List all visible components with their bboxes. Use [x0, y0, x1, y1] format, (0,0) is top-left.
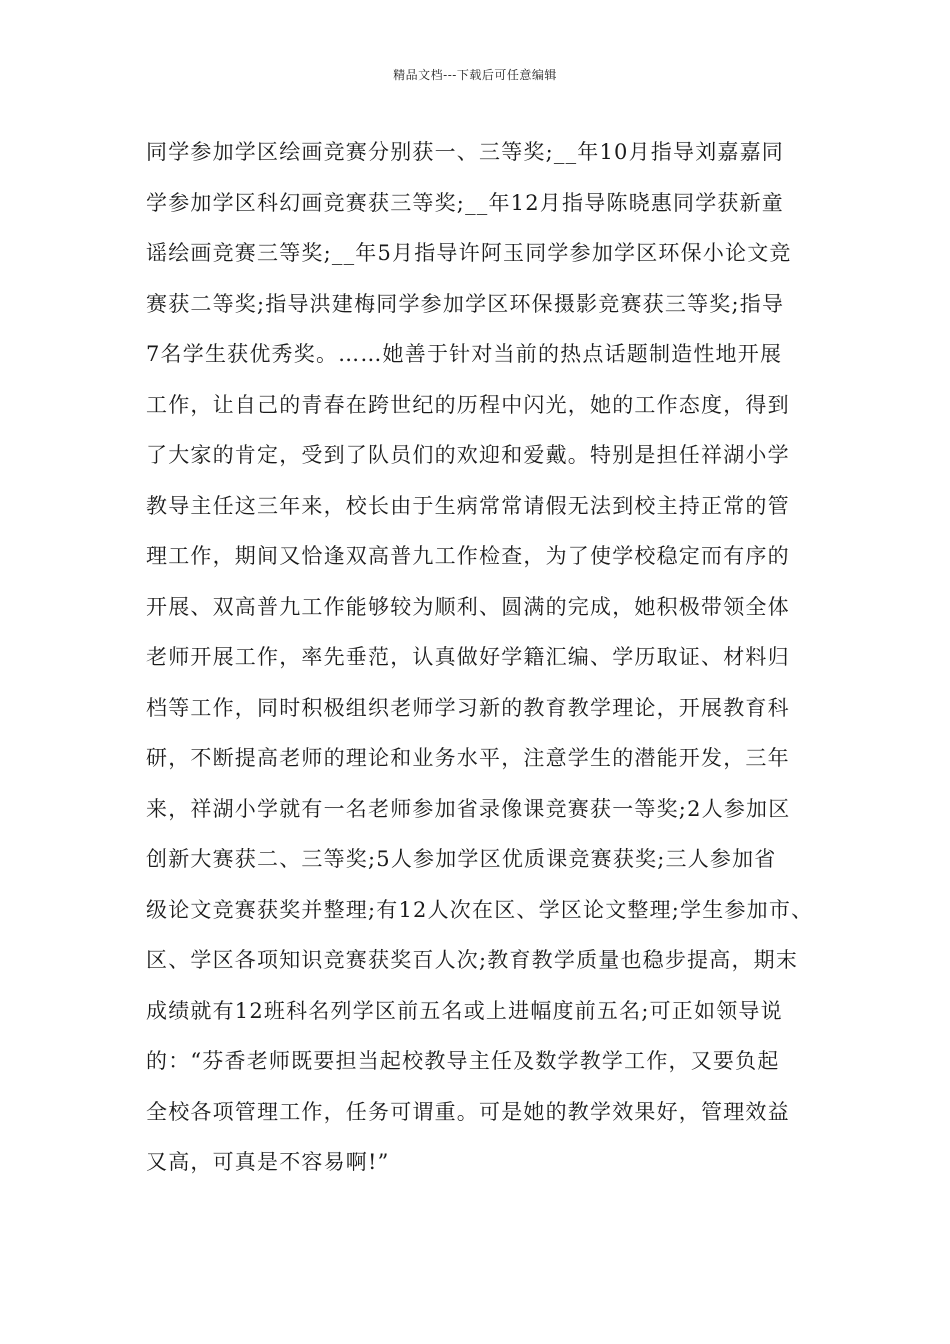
text-line: 研，不断提高老师的理论和业务水平，注意学生的潜能开发，三年 — [146, 746, 790, 770]
text-line: 理工作，期间又恰逢双高普九工作检查，为了使学校稳定而有序的 — [146, 544, 790, 568]
text-line: 来，祥湖小学就有一名老师参加省录像课竞赛获一等奖;2人参加区 — [146, 796, 791, 821]
text-line: 成绩就有12班科名列学区前五名或上进幅度前五名;可正如领导说 — [146, 998, 783, 1023]
text-line: 的：“芬香老师既要担当起校教导主任及数学教学工作，又要负起 — [146, 1049, 780, 1073]
text-line: 老师开展工作，率先垂范，认真做好学籍汇编、学历取证、材料归 — [146, 645, 790, 669]
document-body — [146, 132, 826, 1193]
text-line: 区、学区各项知识竞赛获奖百人次;教育教学质量也稳步提高，期末 — [146, 948, 799, 972]
text-line: 同学参加学区绘画竞赛分别获一、三等奖;__年10月指导刘嘉嘉同 — [146, 140, 784, 164]
text-line: 级论文竞赛获奖并整理;有12人次在区、学区论文整理;学生参加市、 — [146, 897, 814, 922]
text-line: 工作，让自己的青春在跨世纪的历程中闪光，她的工作态度，得到 — [146, 392, 790, 417]
text-line: 学参加学区科幻画竞赛获三等奖;__年12月指导陈晓惠同学获新童 — [146, 190, 784, 215]
text-line: 赛获二等奖;指导洪建梅同学参加学区环保摄影竞赛获三等奖;指导 — [146, 291, 785, 316]
text-line: 教导主任这三年来，校长由于生病常常请假无法到校主持正常的管 — [146, 493, 790, 518]
text-line: 谣绘画竞赛三等奖;__年5月指导许阿玉同学参加学区环保小论文竞 — [146, 241, 792, 265]
text-line: 了大家的肯定，受到了队员们的欢迎和爱戴。特别是担任祥湖小学 — [146, 443, 790, 467]
text-line: 全校各项管理工作，任务可谓重。可是她的教学效果好，管理效益 — [146, 1099, 790, 1124]
page-header: 精品文档---下载后可任意编辑 — [393, 68, 557, 82]
text-line: 创新大赛获二、三等奖;5人参加学区优质课竞赛获奖;三人参加省 — [146, 847, 777, 871]
text-line: 又高，可真是不容易啊!” — [146, 1150, 390, 1174]
text-line: 开展、双高普九工作能够较为顺利、圆满的完成，她积极带领全体 — [146, 594, 790, 619]
text-line: 7名学生获优秀奖。……她善于针对当前的热点话题制造性地开展 — [146, 342, 783, 366]
text-line: 档等工作，同时积极组织老师学习新的教育教学理论，开展教育科 — [146, 695, 790, 720]
